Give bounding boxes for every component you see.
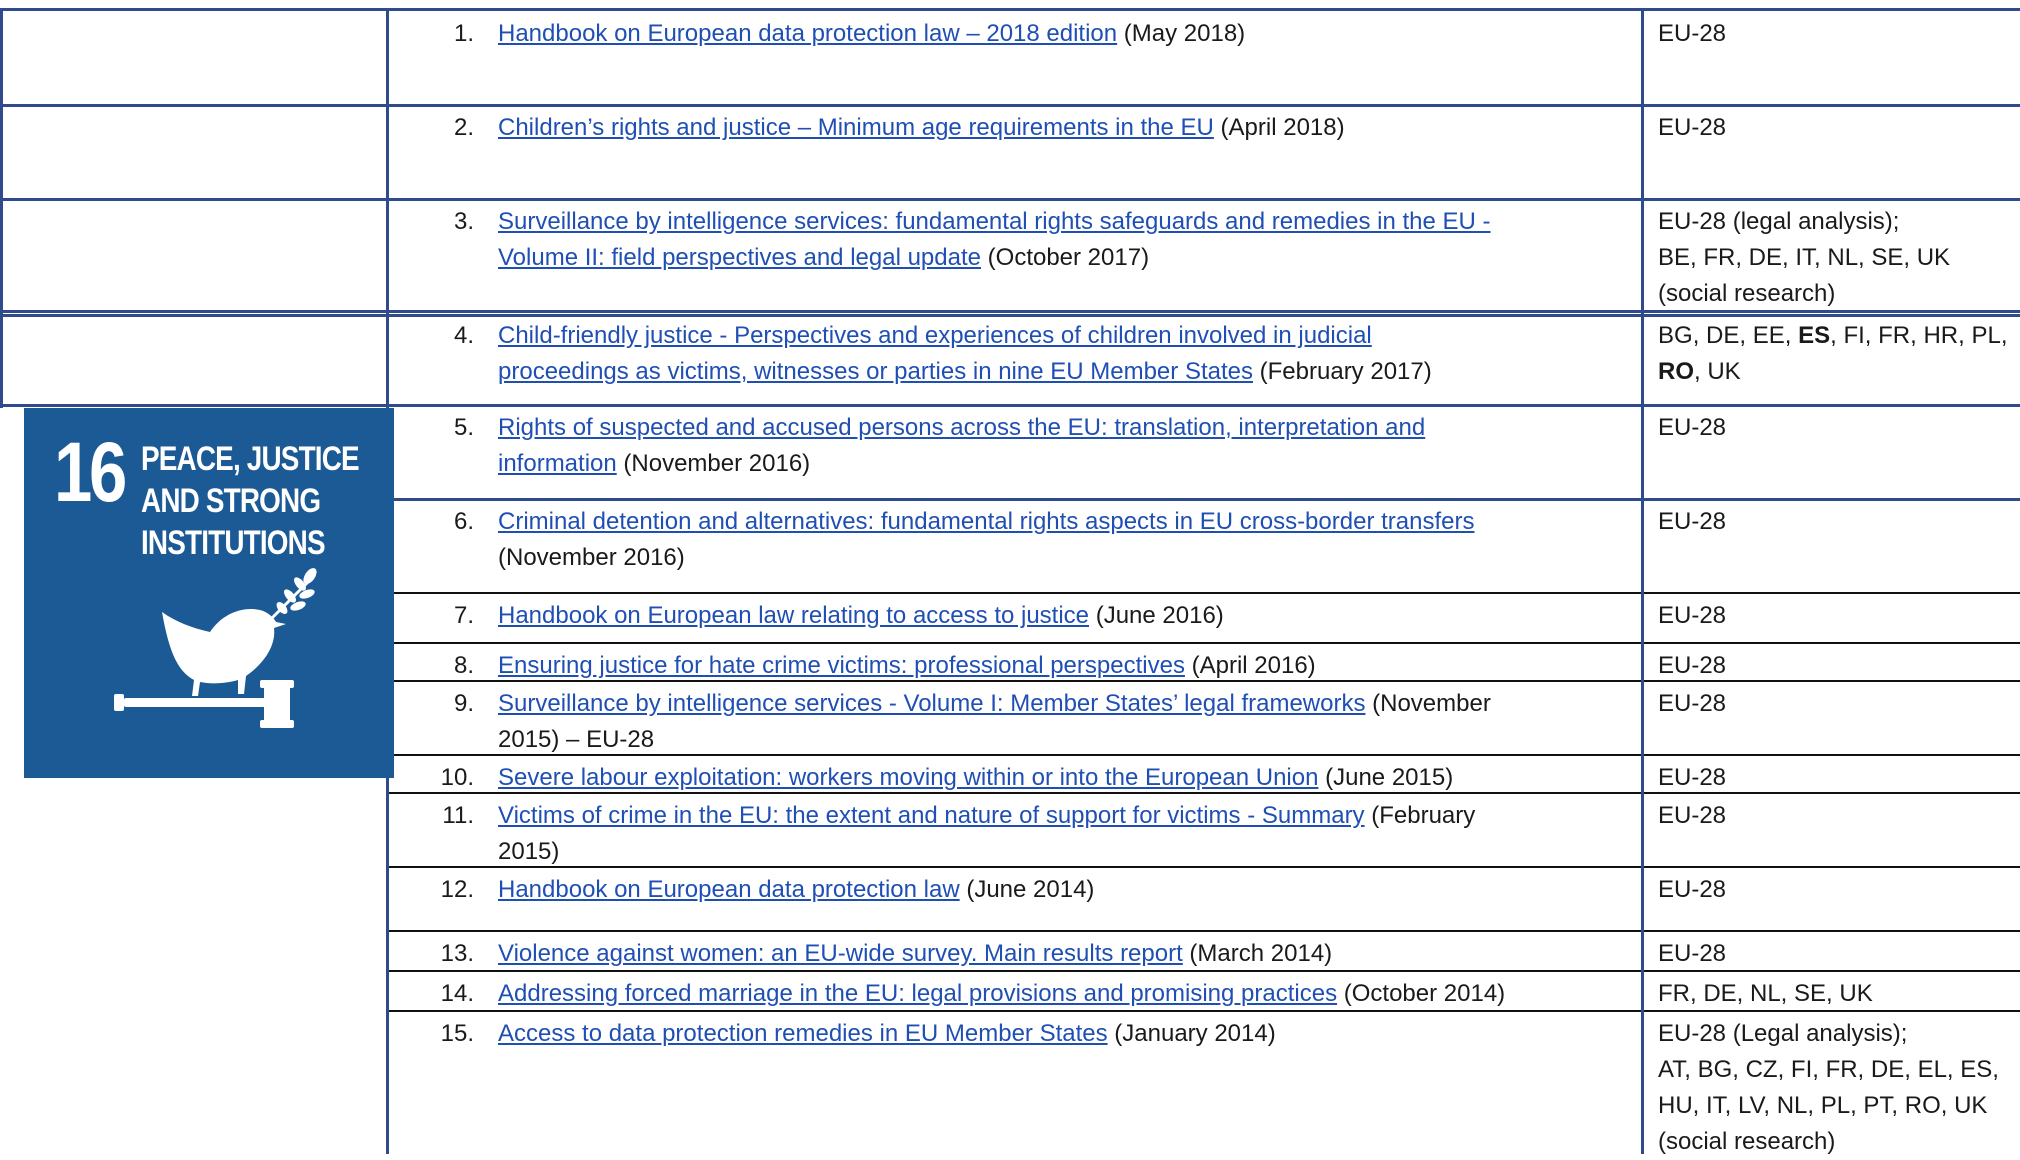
publication-line — [498, 798, 1628, 834]
coverage-line: HU, IT, LV, NL, PL, PT, RO, UK — [1658, 1092, 1988, 1119]
row-divider — [388, 930, 2020, 932]
coverage-cell — [1658, 760, 2018, 796]
publication-link[interactable]: Ensuring justice for hate crime victims: professional perspectives — [498, 652, 1185, 679]
publication-line — [498, 1016, 1628, 1052]
item-number: 7. — [453, 602, 474, 629]
publication-date: (February — [1364, 802, 1476, 829]
item-number: 15. — [440, 1020, 474, 1047]
item-number: 10. — [440, 764, 474, 791]
coverage-cell — [1658, 1016, 2018, 1160]
coverage-cell — [1658, 204, 2018, 312]
coverage-line: EU-28 — [1658, 690, 1727, 717]
publication-date: (June 2014) — [959, 876, 1095, 903]
coverage-line: EU-28 — [1658, 20, 1727, 47]
row-divider — [0, 314, 2020, 317]
coverage-line: RO, UK — [1658, 358, 1741, 385]
publication-link[interactable]: Handbook on European data protection law — [498, 876, 960, 903]
publication-date: (June 2015) — [1318, 764, 1454, 791]
coverage-cell — [1658, 798, 2018, 834]
coverage-cell — [1658, 872, 2018, 908]
publication-date: (April 2018) — [1213, 114, 1345, 141]
publication-line — [498, 204, 1628, 240]
publication-date: (April 2016) — [1184, 652, 1316, 679]
publication-date-continued: 2015) – EU-28 — [498, 726, 655, 753]
coverage-line: AT, BG, CZ, FI, FR, DE, EL, ES, — [1658, 1056, 1999, 1083]
coverage-line: EU-28 — [1658, 114, 1727, 141]
publication-link[interactable]: Access to data protection remedies in EU Member States — [498, 1020, 1108, 1047]
coverage-cell — [1658, 936, 2018, 972]
publication-line — [498, 410, 1628, 446]
publication-link[interactable]: Handbook on European data protection law – 2018 edition — [498, 20, 1118, 47]
item-number: 11. — [442, 802, 474, 829]
item-number: 3. — [453, 208, 474, 235]
coverage-country-bold: RO — [1658, 358, 1694, 385]
item-number: 6. — [453, 508, 474, 535]
coverage-line: BG, DE, EE, ES, FI, FR, HR, PL, — [1658, 322, 2008, 349]
publication-date: (February 2017) — [1252, 358, 1432, 385]
item-number: 4. — [453, 322, 474, 349]
publication-link[interactable]: Addressing forced marriage in the EU: legal provisions and promising practices — [498, 980, 1338, 1007]
publication-link[interactable]: Volume II: field perspectives and legal update — [498, 244, 981, 271]
sdg-title-line: INSTITUTIONS — [141, 524, 325, 562]
publication-date: (October 2017) — [980, 244, 1150, 271]
coverage-line: EU-28 — [1658, 876, 1727, 903]
sdg-goal-number: 16 — [54, 425, 125, 519]
coverage-line: EU-28 (legal analysis); — [1658, 208, 1900, 235]
publication-line — [498, 318, 1628, 354]
coverage-cell — [1658, 598, 2018, 634]
coverage-line: (social research) — [1658, 1128, 1836, 1155]
coverage-cell — [1658, 410, 2018, 446]
publication-line — [498, 936, 1628, 972]
publication-date: (November 2016) — [616, 450, 811, 477]
item-number: 1. — [453, 20, 474, 47]
publication-date: (May 2018) — [1117, 20, 1246, 47]
publication-date: (March 2014) — [1182, 940, 1333, 967]
dove-gavel-icon — [114, 566, 334, 736]
coverage-line: EU-28 — [1658, 414, 1727, 441]
publication-line — [498, 504, 1628, 540]
item-number: 13. — [440, 940, 474, 967]
item-number: 9. — [453, 690, 474, 717]
coverage-cell — [1658, 318, 2018, 390]
publication-date: (November 2016) — [498, 544, 685, 571]
publication-line — [498, 354, 1628, 390]
row-divider — [0, 404, 2020, 407]
item-number: 8. — [453, 652, 474, 679]
publication-line — [498, 648, 1628, 684]
coverage-cell — [1658, 16, 2018, 52]
row-divider — [388, 592, 2020, 594]
publication-date: (June 2016) — [1089, 602, 1224, 629]
publication-line — [498, 872, 1628, 908]
publication-link[interactable]: Surveillance by intelligence services: fundamental rights safeguards and remedies in the EU - — [498, 208, 1491, 235]
row-divider — [0, 198, 2020, 201]
coverage-line: EU-28 — [1658, 602, 1727, 629]
publication-link[interactable]: proceedings as victims, witnesses or parties in nine EU Member States — [498, 358, 1253, 385]
publication-date: (January 2014) — [1107, 1020, 1276, 1047]
sdg-title-line: PEACE, JUSTICE — [141, 440, 359, 478]
publication-line — [498, 240, 1628, 276]
table-border — [0, 8, 2020, 11]
coverage-line: EU-28 — [1658, 940, 1727, 967]
publication-line — [498, 760, 1628, 796]
coverage-line: EU-28 — [1658, 764, 1727, 791]
publication-link[interactable]: Child-friendly justice - Perspectives and experiences of children involved in judicial — [498, 322, 1372, 349]
publication-link[interactable]: Severe labour exploitation: workers moving within or into the European Union — [498, 764, 1319, 791]
item-number: 14. — [440, 980, 474, 1007]
publication-line — [498, 598, 1628, 634]
item-number: 2. — [453, 114, 474, 141]
coverage-country-bold: ES — [1798, 322, 1831, 349]
sdg-16-badge — [24, 408, 394, 778]
publication-date: (October 2014) — [1337, 980, 1506, 1007]
sdg-title-line: AND STRONG — [141, 482, 321, 520]
coverage-cell — [1658, 976, 2018, 1012]
publication-link[interactable]: Handbook on European law relating to access to justice — [498, 602, 1090, 629]
publication-link[interactable]: Violence against women: an EU-wide survey. Main results report — [498, 940, 1183, 967]
coverage-line: EU-28 — [1658, 652, 1727, 679]
sdg-goal-title — [141, 438, 359, 564]
row-divider — [388, 642, 2020, 644]
publication-line — [498, 16, 1628, 52]
item-number: 5. — [453, 414, 474, 441]
publication-link[interactable]: information — [498, 450, 617, 477]
publication-link[interactable]: Children’s rights and justice – Minimum age requirements in the EU — [498, 114, 1214, 141]
coverage-line: EU-28 — [1658, 508, 1727, 535]
publication-line — [498, 686, 1628, 722]
publication-date: (November — [1365, 690, 1491, 717]
column-divider — [1641, 8, 1644, 1154]
publication-line — [498, 110, 1628, 146]
publication-link[interactable]: Surveillance by intelligence services - Volume I: Member States’ legal frameworks — [498, 690, 1366, 717]
coverage-line: EU-28 — [1658, 802, 1727, 829]
publication-link[interactable]: Victims of crime in the EU: the extent and nature of support for victims - Summary — [498, 802, 1365, 829]
publication-line — [498, 446, 1628, 482]
coverage-line: EU-28 (Legal analysis); — [1658, 1020, 1908, 1047]
coverage-cell — [1658, 110, 2018, 146]
coverage-cell — [1658, 504, 2018, 540]
column-divider — [0, 8, 3, 408]
publication-link[interactable]: Rights of suspected and accused persons across the EU: translation, interpretation and — [498, 414, 1426, 441]
row-divider — [0, 104, 2020, 107]
coverage-line: FR, DE, NL, SE, UK — [1658, 980, 1873, 1007]
coverage-cell — [1658, 686, 2018, 722]
row-divider — [388, 498, 2020, 501]
coverage-cell — [1658, 648, 2018, 684]
coverage-line: BE, FR, DE, IT, NL, SE, UK — [1658, 244, 1951, 271]
item-number: 12. — [440, 876, 474, 903]
publication-link[interactable]: Criminal detention and alternatives: fundamental rights aspects in EU cross-border transfers — [498, 508, 1475, 535]
publication-line — [498, 976, 1628, 1012]
publication-date-continued: 2015) — [498, 838, 560, 865]
coverage-line: (social research) — [1658, 280, 1836, 307]
